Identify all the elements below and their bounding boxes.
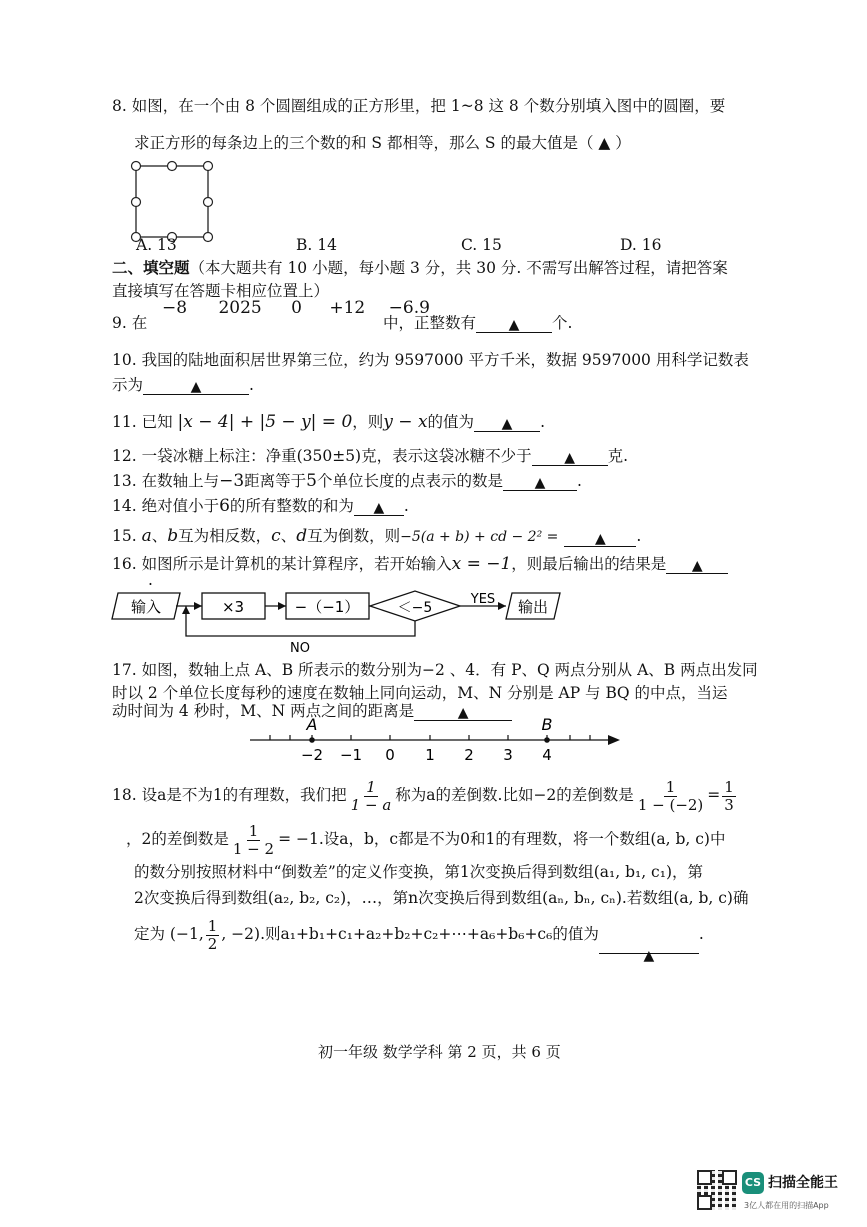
triangle-mark: ▲ — [508, 317, 520, 333]
q15-text2: 互为倒数，则 — [307, 527, 401, 545]
q9-num: −6.9 — [388, 298, 430, 318]
q9-body — [383, 313, 572, 333]
flow-output-label: 输出 — [517, 598, 549, 616]
q15-a: a — [141, 526, 152, 546]
q18-eq: = — [707, 786, 721, 804]
q8-option-a: A. 13 — [136, 236, 177, 254]
q11-expression2: y − x — [383, 412, 428, 432]
q10-line1: 10. 我国的陆地面积居世界第三位，约为 9597000 平方千米，数据 9597000 用科学记数表 — [112, 351, 749, 369]
q9-prefix: 9. 在 — [112, 314, 148, 332]
q18-line4: 2次变换后得到数组(a₂, b₂, c₂)，…，第n次变换后得到数组(aₙ, bₙ, cₙ).若数组(a, b, c)确 — [134, 889, 749, 907]
q13-text: 13. 在数轴上与 — [112, 472, 220, 490]
frac-num: 1 — [248, 821, 259, 840]
q9-num: 2025 — [218, 298, 262, 318]
tick-label: 4 — [542, 746, 552, 764]
q8-option-b: B. 14 — [296, 236, 337, 254]
q8-line1: 8. 如图，在一个由 8 个圆圈组成的正方形里，把 1~8 这 8 个数分别填入图中的圆圈，要 — [112, 97, 726, 115]
q11-mid: ，则 — [352, 413, 384, 431]
q12 — [112, 446, 628, 466]
q18-p4: = −1.设a，b，c都是不为0和1的有理数，将一个数组(a, b, c)中 — [278, 830, 726, 848]
section2-desc2: 直接填写在答题卡相应位置上） — [112, 282, 330, 300]
q14-n: 6 — [219, 496, 230, 516]
flow-times3-label: ×3 — [221, 598, 245, 616]
tick-label: 3 — [503, 746, 513, 764]
q15-sep: 、 — [151, 527, 168, 545]
q16-expression: x = −1 — [451, 554, 512, 574]
camscanner-tagline: 3亿人都在用的扫描App — [744, 1201, 829, 1210]
q8-line2: 求正方形的每条边上的三个数的和 S 都相等，那么 S 的最大值是（ ▲ ） — [134, 134, 631, 152]
q17-line1: 17. 如图，数轴上点 A、B 所表示的数分别为−2 、4．有 P、Q 两点分别从 A、B 两点出发同 — [112, 661, 758, 679]
q15-sep: 、 — [280, 527, 297, 545]
q10-line2-text: 示为 — [112, 376, 144, 394]
q11-prefix: 11. 已知 — [112, 413, 173, 431]
qr-code-icon — [697, 1170, 737, 1210]
frac-num: 1 — [665, 777, 676, 796]
q14-end: . — [403, 497, 409, 515]
q13 — [112, 471, 582, 491]
answer-blank — [666, 555, 728, 574]
q15-d: d — [296, 526, 308, 546]
q11-expression: |x − 4| + |5 − y| = 0 — [177, 412, 353, 432]
program-flowchart — [108, 588, 568, 658]
q16-rest: ，则最后输出的结果是 — [511, 555, 667, 573]
q18-fraction — [636, 779, 705, 814]
q18-fraction — [722, 779, 736, 814]
q12-text: 12. 一袋冰糖上标注：净重(350±5)克，表示这袋冰糖不少于 — [112, 447, 532, 465]
q15-text1: 互为相反数， — [178, 527, 272, 545]
flow-minus-label: −（−1） — [294, 598, 360, 616]
section2-title: 二、填空题 — [112, 258, 190, 277]
q15-c: c — [271, 526, 281, 546]
frac-den: 1 − 2 — [232, 839, 275, 858]
frac-num: 1 — [207, 916, 218, 935]
triangle-mark: ▲ — [594, 531, 606, 547]
flow-condition-label: ＜−5 — [397, 600, 433, 616]
number-line-figure — [246, 712, 626, 768]
q18-line1 — [112, 775, 738, 815]
q18-p6: , −2).则a₁+b₁+c₁+a₂+b₂+c₂+⋯+a₆+b₆+c₆的值为 — [221, 925, 599, 943]
q14-text: 14. 绝对值小于 — [112, 497, 220, 515]
triangle-mark: ▲ — [190, 379, 202, 395]
q13-end: . — [577, 472, 582, 490]
flow-input-label: 输入 — [130, 598, 162, 616]
flow-no-label: NO — [290, 641, 310, 656]
q9-suffix: 中，正整数有 — [383, 314, 477, 332]
q12-end: 克. — [607, 447, 629, 465]
q18-p2: 称为a的差倒数.比如−2的差倒数是 — [395, 786, 634, 804]
answer-blank — [143, 376, 249, 395]
q13-n1: −3 — [219, 471, 245, 491]
page-footer: 初一年级 数学学科 第 2 页，共 6 页 — [318, 1043, 561, 1061]
q18-line5 — [134, 914, 704, 964]
q18-p5: 定为 (−1, — [134, 925, 204, 943]
q9-num: +12 — [329, 298, 366, 318]
q18-end: . — [698, 925, 704, 943]
tick-label: 0 — [385, 746, 395, 764]
q14 — [112, 496, 409, 516]
q18-line3: 的数分别按照材料中“倒数差”的定义作变换，第1次变换后得到数组(a₁, b₁, c₁)，第 — [134, 863, 703, 881]
tick-label: 1 — [425, 746, 435, 764]
q16-text: 16. 如图所示是计算机的某计算程序，若开始输入 — [112, 555, 452, 573]
flow-yes-label: YES — [470, 592, 496, 607]
q10-end: . — [249, 376, 254, 394]
triangle-mark: ▲ — [457, 705, 469, 721]
q18-p3: ，2的差倒数是 — [126, 830, 229, 848]
q13-rest: 个单位长度的点表示的数是 — [316, 472, 503, 490]
frac-den: 3 — [724, 795, 734, 814]
q18-line2 — [126, 819, 725, 859]
frac-num: 1 — [724, 777, 734, 796]
q13-n2: 5 — [306, 471, 317, 491]
q17-line3-text: 动时间为 4 秒时，M、N 两点之间的距离是 — [112, 702, 415, 720]
q18-fraction — [206, 918, 220, 953]
q15 — [112, 526, 641, 547]
frac-num: 1 — [366, 777, 376, 796]
frac-den: 1 − a — [350, 795, 392, 814]
answer-blank — [599, 935, 699, 964]
point-b-label: B — [541, 715, 553, 734]
triangle-mark: ▲ — [501, 416, 513, 432]
q15-number: 15. — [112, 527, 137, 545]
q14-rest: 的所有整数的和为 — [229, 497, 354, 515]
q11-suffix: 的值为 — [427, 413, 475, 431]
triangle-mark: ▲ — [564, 450, 575, 466]
answer-blank — [474, 413, 540, 432]
tick-label: −1 — [339, 746, 363, 764]
q11-end: . — [540, 413, 545, 431]
q9-num: 0 — [291, 298, 302, 318]
q8-option-d: D. 16 — [620, 236, 662, 254]
camscanner-logo-icon: CS — [742, 1172, 764, 1194]
point-b-dot — [544, 737, 550, 743]
section2-desc1: （本大题共有 10 小题，每小题 3 分，共 30 分. 不需写出解答过程，请把答案 — [189, 259, 728, 277]
camscanner-name: 扫描全能王 — [768, 1175, 838, 1191]
frac-den: 1 − (−2) — [637, 795, 704, 814]
q9-num: −8 — [162, 298, 188, 318]
q13-mid: 距离等于 — [244, 472, 307, 490]
answer-blank — [532, 447, 608, 466]
answer-blank — [476, 314, 552, 333]
q8-option-c: C. 15 — [461, 236, 502, 254]
q10-line2 — [112, 375, 254, 395]
tick-label: −2 — [300, 746, 324, 764]
square-circles-figure — [128, 160, 218, 246]
q18-fraction — [349, 779, 394, 814]
section2-heading — [112, 258, 728, 278]
q15-expression: −5(a + b) + cd − 2² = — [400, 529, 559, 545]
triangle-mark: ▲ — [373, 500, 385, 516]
q17-line2: 时以 2 个单位长度每秒的速度在数轴上同向运动，M、N 分别是 AP 与 BQ 的中点，当运 — [112, 684, 728, 702]
frac-den: 2 — [207, 934, 218, 953]
q11 — [112, 412, 545, 432]
q16 — [112, 554, 728, 574]
point-a-dot — [309, 737, 315, 743]
q18-p1: 18. 设a是不为1的有理数，我们把 — [112, 786, 347, 804]
answer-blank — [564, 528, 636, 547]
triangle-mark: ▲ — [691, 558, 703, 574]
q15-b: b — [167, 526, 179, 546]
triangle-mark: ▲ — [534, 475, 546, 491]
point-a-label: A — [306, 715, 318, 734]
q15-end: . — [636, 527, 642, 545]
q16-dot: . — [148, 571, 153, 589]
tick-label: 2 — [464, 746, 474, 764]
q18-fraction — [231, 823, 276, 858]
answer-blank — [503, 472, 577, 491]
triangle-mark: ▲ — [643, 948, 655, 964]
q9-end: 个. — [552, 314, 573, 332]
answer-blank — [354, 497, 404, 516]
